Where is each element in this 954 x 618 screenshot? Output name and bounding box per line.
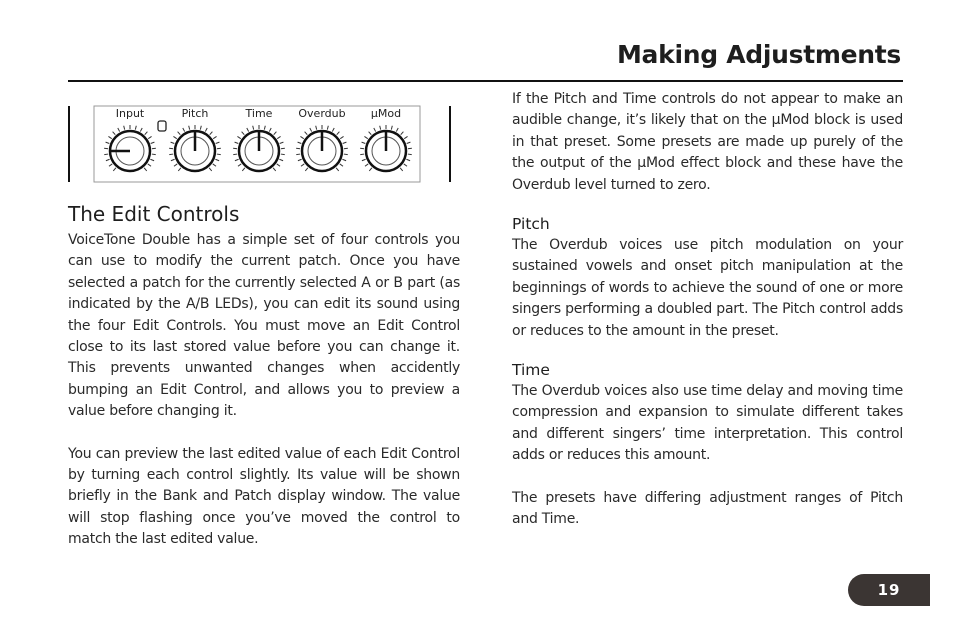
knob-label: µMod — [370, 107, 402, 120]
pitch-heading: Pitch — [512, 215, 550, 234]
led-indicator — [158, 121, 166, 131]
control-panel-illustration — [68, 104, 452, 186]
pitch-paragraph: The Overdub voices use pitch modulation on your sustained vowels and onset pitch manipulation at the beginnings of words to achieve the sound of one or more singers performing a doubled part. The Pitch control adds or reduces to the amount in the preset. — [512, 237, 903, 339]
knob-label: Pitch — [181, 107, 209, 120]
knob-label: Overdub — [298, 107, 346, 120]
knob-2 — [169, 107, 221, 171]
knob-4 — [296, 107, 348, 171]
edit-controls-paragraph-1: VoiceTone Double has a simple set of four controls you can use to modify the current patch. Once you have selected a patch for the currently selected A or B part (as indicated by the A/B LEDs), you can edit its sound using the four Edit Controls. You must move an Edit Control close to its last stored value before you can change it. This prevents unwanted changes when accidently bumping an Edit Control, and allows you to preview a value before changing it. — [68, 232, 460, 420]
knob-1 — [104, 107, 156, 171]
knob-label: Time — [245, 107, 273, 120]
knob-3 — [233, 107, 285, 171]
edit-controls-paragraph-2: You can preview the last edited value of each Edit Control by turning each control slightly. Its value will be shown briefly in the Bank and Patch display window. The value will stop flashing once you’ve moved the control to match the last edited value. — [68, 445, 460, 548]
control-panel-figure — [68, 104, 452, 186]
right-column — [512, 89, 903, 531]
left-column — [68, 200, 460, 551]
page-title: Making Adjustments — [616, 40, 901, 69]
edit-controls-heading: The Edit Controls — [68, 202, 240, 226]
time-paragraph: The Overdub voices also use time delay and moving time compression and expansion to simulate different takes and different singers’ time interpretation. This control adds or reduces this amount. — [512, 383, 903, 464]
title-rule — [68, 80, 903, 82]
closing-paragraph: The presets have differing adjustment ranges of Pitch and Time. — [512, 489, 903, 528]
page-number-badge: 19 — [848, 574, 930, 606]
time-heading: Time — [512, 361, 550, 380]
knob-5 — [360, 107, 412, 171]
knob-label: Input — [115, 107, 145, 120]
intro-paragraph: If the Pitch and Time controls do not appear to make an audible change, it’s likely that on the µMod block is used in that preset. Some presets are made up purely of the the output of the µMod effect block and these have the Overdub level turned to zero. — [512, 91, 903, 193]
